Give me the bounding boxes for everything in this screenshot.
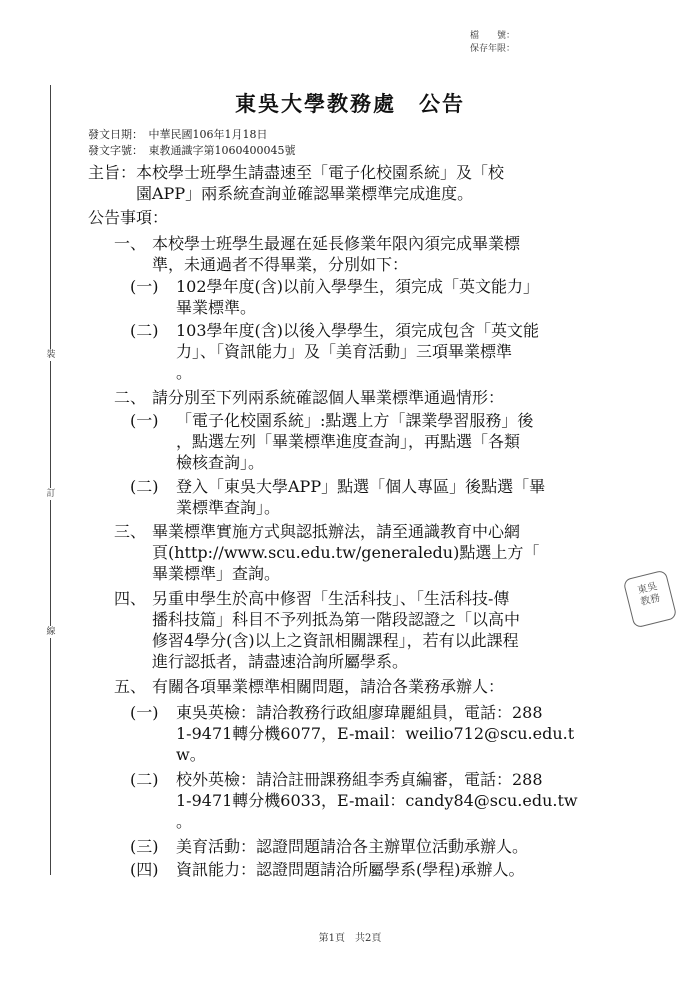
subsection-line: 「電子化校園系統」:點選上方「課業學習服務」後 (176, 411, 534, 430)
seal-text: 東吳 (636, 581, 659, 597)
document-title: 東吳大學教務處 公告 (235, 91, 465, 116)
subsection-number: (四) (130, 860, 159, 879)
subject-line: 本校學士班學生請盡速至「電子化校園系統」及「校 (136, 163, 505, 182)
subsection-line: 102學年度(含)以前入學學生，須完成「英文能力」 (176, 277, 540, 296)
subsection-line: 。 (176, 812, 193, 831)
section-number: 二、 (114, 388, 147, 407)
subsection-line: 畢業標準。 (176, 298, 257, 317)
subsection-line: ，點選左列「畢業標準進度查詢」，再點選「各類 (176, 432, 521, 451)
subject-line: 園APP」兩系統查詢並確認畢業標準完成進度。 (136, 184, 474, 203)
archive-info (470, 30, 570, 56)
section-line: 本校學士班學生最遲在延長修業年限內須完成畢業標 (152, 234, 521, 253)
section-number: 三、 (114, 522, 147, 541)
file-number-label: 檔 號： (470, 31, 516, 41)
section-line: 請分別至下列兩系統確認個人畢業標準通過情形： (152, 388, 505, 407)
subsection-line: 。 (176, 363, 193, 382)
subsection-line: 業標準查詢」。 (176, 498, 281, 517)
subsection-line: 東吳英檢：請洽教務行政組廖瑋麗組員，電話：288 (176, 703, 543, 722)
subsection-line: 103學年度(含)以後入學學生，須完成包含「英文能 (176, 321, 540, 340)
section-line: 播科技篇」科目不予列抵為第一階段認證之「以高中 (152, 610, 521, 629)
items-label: 公告事項： (88, 208, 169, 227)
section-number: 一、 (114, 234, 147, 253)
retention-label: 保存年限： (470, 44, 516, 54)
section-line: 另重申學生於高中修習「生活科技」、「生活科技-傳 (152, 589, 510, 608)
section-line: 有關各項畢業標準相關問題，請洽各業務承辦人： (152, 677, 505, 696)
subsection-number: (一) (130, 703, 159, 722)
subsection-line: 資訊能力：認證問題請洽所屬學系(學程)承辦人。 (176, 860, 525, 879)
subsection-number: (一) (130, 277, 159, 296)
subsection-number: (一) (130, 411, 159, 430)
page-footer: 第1頁 共2頁 (318, 933, 382, 944)
subsection-number: (二) (130, 770, 159, 789)
subsection-line: 檢核查詢」。 (176, 453, 265, 472)
seal-stamp (623, 569, 678, 628)
binding-line (50, 85, 52, 875)
subsection-line: 校外英檢：請洽註冊課務組李秀貞編審，電話：288 (176, 770, 543, 789)
issue-reference: 發文字號： 東教通識字第1060400045號 (88, 144, 296, 157)
subject-label: 主旨： (88, 163, 137, 182)
section-line: 準，未通過者不得畢業，分別如下： (152, 255, 409, 274)
section-line: 頁(http://www.scu.edu.tw/generaledu)點選上方「 (152, 543, 540, 562)
subsection-number: (二) (130, 477, 159, 496)
subsection-line: 登入「東吳大學APP」點選「個人專區」後點選「畢 (176, 477, 546, 496)
section-line: 進行認抵者，請盡速洽詢所屬學系。 (152, 652, 409, 671)
subsection-number: (三) (130, 837, 159, 856)
subsection-line: 美育活動：認證問題請洽各主辦單位活動承辦人。 (176, 837, 529, 856)
binding-mark-xian: 線 (44, 626, 58, 638)
section-number: 四、 (114, 589, 147, 608)
section-line: 畢業標準」查詢。 (152, 564, 281, 583)
subsection-line: 1-9471轉分機6077，E-mail：weilio712@scu.edu.t (176, 724, 575, 743)
section-number: 五、 (114, 677, 147, 696)
binding-mark-zhuang: 裝 (44, 349, 58, 361)
seal-text: 教務 (639, 592, 662, 609)
subsection-line: w。 (176, 745, 206, 764)
subsection-line: 1-9471轉分機6033，E-mail：candy84@scu.edu.tw (176, 791, 578, 810)
section-line: 畢業標準實施方式與認抵辦法，請至通識教育中心網 (152, 522, 521, 541)
binding-mark-ding: 訂 (44, 488, 58, 500)
subsection-number: (二) (130, 321, 159, 340)
issue-date: 發文日期： 中華民國106年1月18日 (88, 128, 268, 141)
section-line: 修習4學分(含)以上之資訊相關課程」，若有以此課程 (152, 631, 519, 650)
subsection-line: 力」、「資訊能力」及「美育活動」三項畢業標準 (176, 342, 513, 361)
